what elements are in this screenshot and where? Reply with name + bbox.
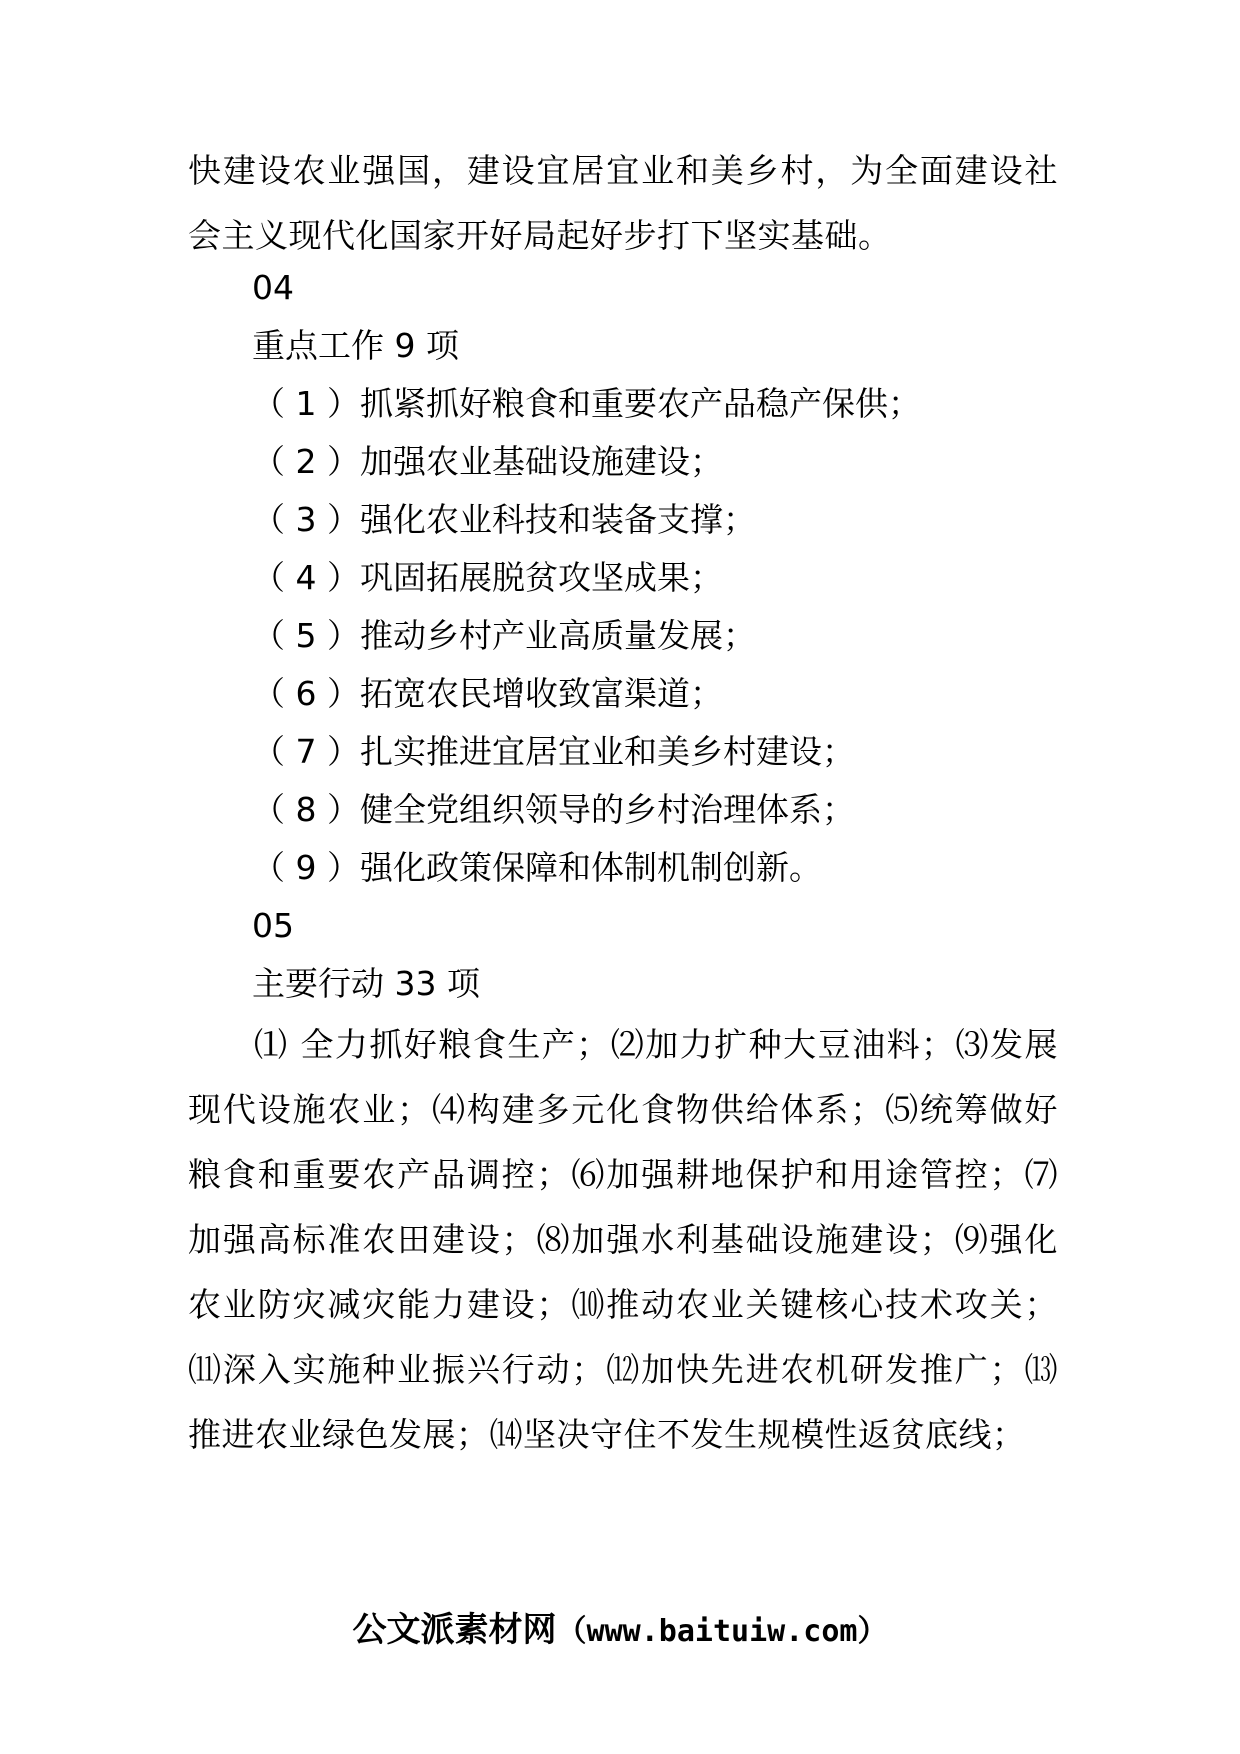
key-task-item: （ 1 ）抓紧抓好粮食和重要农产品稳产保供； — [252, 384, 921, 423]
key-task-item: （ 4 ）巩固拓展脱贫攻坚成果； — [252, 558, 723, 597]
section-04-number: 04 — [252, 268, 294, 307]
key-task-item: （ 2 ）加强农业基础设施建设； — [252, 442, 723, 481]
key-task-item: （ 6 ）拓宽农民增收致富渠道； — [252, 674, 723, 713]
section-05-title: 主要行动 33 项 — [252, 964, 480, 1003]
footer-site-name: 公文派素材网 — [352, 1610, 557, 1650]
section-05-number: 05 — [252, 906, 294, 945]
key-task-item: （ 7 ）扎实推进宜居宜业和美乡村建设； — [252, 732, 855, 771]
intro-paragraph: 快建设农业强国，建设宜居宜业和美乡村，为全面建设社会主义现代化国家开好局起好步打下坚实基础。 — [188, 151, 1058, 255]
footer-watermark — [0, 1602, 1240, 1651]
key-task-item: （ 9 ）强化政策保障和体制机制创新。 — [252, 848, 822, 887]
key-task-item: （ 5 ）推动乡村产业高质量发展； — [252, 616, 756, 655]
section-04-title: 重点工作 9 项 — [252, 326, 459, 365]
actions-paragraph: ⑴ 全力抓好粮食生产；⑵加力扩种大豆油料；⑶发展现代设施农业；⑷构建多元化食物供给体系；⑸统筹做好粮食和重要农产品调控；⑹加强耕地保护和用途管控；⑺加强高标准农田建设；⑻加强水利基础设施建设；⑼强化农业防灾减灾能力建设；⑽推动农业关键核心技术攻关；⑾深入实施种业振兴行动；⑿加快先进农机研发推广；⒀推进农业绿色发展；⒁坚决守住不发生规模性返贫底线； — [188, 1025, 1058, 1454]
key-task-item: （ 8 ）健全党组织领导的乡村治理体系； — [252, 790, 855, 829]
key-task-item: （ 3 ）强化农业科技和装备支撑； — [252, 500, 756, 539]
footer-site-url: （www.baituiw.com） — [556, 1614, 888, 1649]
